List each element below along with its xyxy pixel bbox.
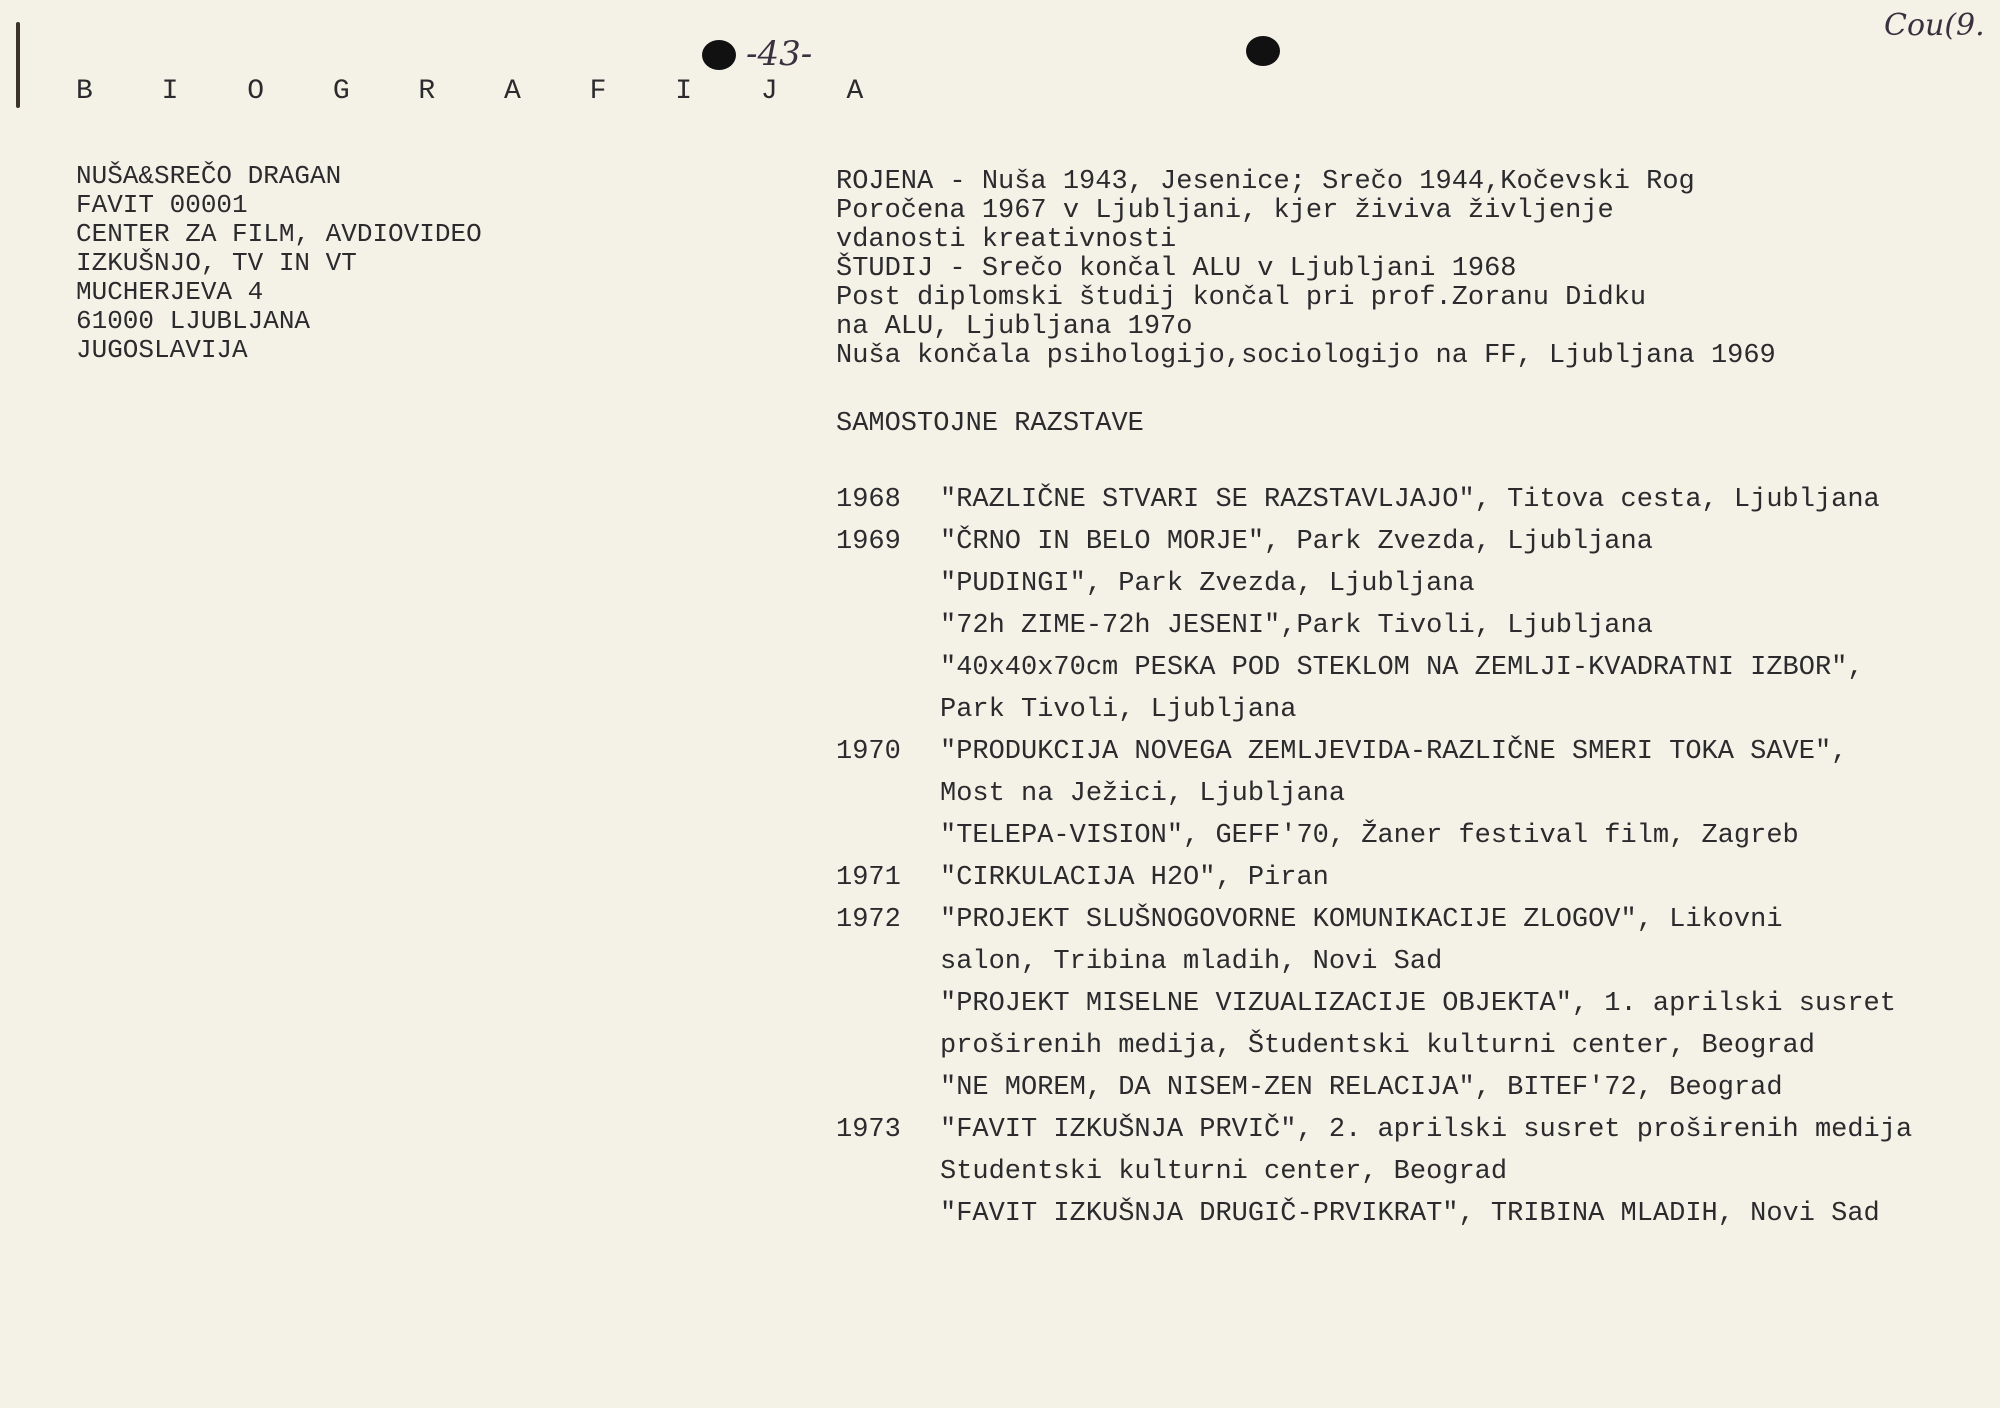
exhibition-entry [836, 479, 1912, 521]
year-spacer [836, 941, 940, 983]
year-spacer [836, 773, 940, 815]
exhibition-text: Most na Ježici, Ljubljana [940, 779, 1346, 809]
bio-line: ŠTUDIJ - Srečo končal ALU v Ljubljani 1968 [836, 254, 1517, 284]
year-spacer [836, 605, 940, 647]
exhibition-entry [836, 1025, 1912, 1067]
year-spacer [836, 1067, 940, 1109]
exhibition-text: salon, Tribina mladih, Novi Sad [940, 947, 1443, 977]
main-column [836, 168, 1912, 1235]
exhibition-text: "FAVIT IZKUŠNJA PRVIČ", 2. aprilski susret proširenih medija [940, 1115, 1913, 1145]
exhibition-entry [836, 815, 1912, 857]
exhibition-text: "FAVIT IZKUŠNJA DRUGIČ-PRVIKRAT", TRIBINA MLADIH, Novi Sad [940, 1199, 1880, 1229]
exhibition-text: "PUDINGI", Park Zvezda, Ljubljana [940, 569, 1475, 599]
year-spacer [836, 1193, 940, 1235]
handwritten-page-number: -43- [746, 34, 813, 74]
exhibition-year: 1973 [836, 1115, 901, 1145]
exhibition-text: "ČRNO IN BELO MORJE", Park Zvezda, Ljubljana [940, 527, 1653, 557]
exhibition-entry [836, 605, 1912, 647]
exhibition-year: 1972 [836, 905, 901, 935]
exhibition-year-group [836, 1109, 1912, 1235]
address-line: JUGOSLAVIJA [76, 335, 248, 365]
exhibition-entry [836, 983, 1912, 1025]
exhibition-year: 1968 [836, 485, 901, 515]
exhibition-year-group [836, 479, 1912, 521]
address-line: CENTER ZA FILM, AVDIOVIDEO [76, 219, 482, 249]
exhibition-entry [836, 1067, 1912, 1109]
address-block [76, 162, 482, 365]
exhibition-year-group [836, 857, 1912, 899]
address-line: MUCHERJEVA 4 [76, 277, 264, 307]
bio-line: vdanosti kreativnosti [836, 225, 1177, 255]
exhibition-text: "PRODUKCIJA NOVEGA ZEMLJEVIDA-RAZLIČNE SMERI TOKA SAVE", [940, 737, 1848, 767]
exhibitions-list [836, 479, 1912, 1235]
section-title: SAMOSTOJNE RAZSTAVE [836, 409, 1144, 439]
punch-hole-left [702, 40, 736, 70]
bio-line: Poročena 1967 v Ljubljani, kjer živiva življenje [836, 196, 1614, 226]
handwritten-corner-note: Cou(9. [1884, 8, 1985, 43]
document-title: B I O G R A F I J A [76, 76, 890, 107]
margin-mark [16, 22, 20, 108]
exhibition-entry [836, 647, 1912, 689]
exhibition-entry [836, 941, 1912, 983]
bio-line: ROJENA - Nuša 1943, Jesenice; Srečo 1944,Kočevski Rog [836, 167, 1695, 197]
exhibition-entry [836, 773, 1912, 815]
exhibition-entry [836, 857, 1912, 899]
exhibition-text: Park Tivoli, Ljubljana [940, 695, 1297, 725]
exhibition-year: 1971 [836, 863, 901, 893]
exhibition-text: "PROJEKT MISELNE VIZUALIZACIJE OBJEKTA", 1. aprilski susret [940, 989, 1896, 1019]
exhibition-entry [836, 1193, 1912, 1235]
exhibition-entry [836, 731, 1912, 773]
exhibition-text: "CIRKULACIJA H2O", Piran [940, 863, 1329, 893]
exhibition-entry [836, 689, 1912, 731]
bio-line: na ALU, Ljubljana 197o [836, 312, 1193, 342]
exhibition-entry [836, 521, 1912, 563]
exhibition-entry [836, 899, 1912, 941]
address-line: IZKUŠNJO, TV IN VT [76, 248, 357, 278]
exhibition-text: Studentski kulturni center, Beograd [940, 1157, 1508, 1187]
bio-line: Post diplomski študij končal pri prof.Zoranu Didku [836, 283, 1647, 313]
exhibition-text: "PROJEKT SLUŠNOGOVORNE KOMUNIKACIJE ZLOGOV", Likovni [940, 905, 1783, 935]
biography-block [836, 168, 1912, 371]
year-spacer [836, 563, 940, 605]
year-spacer [836, 689, 940, 731]
year-spacer [836, 983, 940, 1025]
exhibition-text: "RAZLIČNE STVARI SE RAZSTAVLJAJO", Titova cesta, Ljubljana [940, 485, 1880, 515]
exhibition-text: "72h ZIME-72h JESENI",Park Tivoli, Ljubljana [940, 611, 1653, 641]
exhibition-year-group [836, 521, 1912, 731]
exhibition-year-group [836, 899, 1912, 1109]
address-line: FAVIT 00001 [76, 190, 248, 220]
year-spacer [836, 1151, 940, 1193]
exhibition-entry [836, 1151, 1912, 1193]
punch-hole-right [1246, 36, 1280, 66]
exhibition-entry [836, 563, 1912, 605]
address-line: 61000 LJUBLJANA [76, 306, 311, 336]
exhibition-text: proširenih medija, Študentski kulturni center, Beograd [940, 1031, 1815, 1061]
year-spacer [836, 1025, 940, 1067]
exhibition-entry [836, 1109, 1912, 1151]
exhibition-year: 1969 [836, 527, 901, 557]
exhibition-text: "TELEPA-VISION", GEFF'70, Žaner festival film, Zagreb [940, 821, 1799, 851]
exhibition-text: "NE MOREM, DA NISEM-ZEN RELACIJA", BITEF'72, Beograd [940, 1073, 1783, 1103]
year-spacer [836, 815, 940, 857]
bio-line: Nuša končala psihologijo,sociologijo na FF, Ljubljana 1969 [836, 341, 1776, 371]
exhibition-year: 1970 [836, 737, 901, 767]
exhibition-text: "40x40x70cm PESKA POD STEKLOM NA ZEMLJI-KVADRATNI IZBOR", [940, 653, 1864, 683]
exhibition-year-group [836, 731, 1912, 857]
year-spacer [836, 647, 940, 689]
address-line: NUŠA&SREČO DRAGAN [76, 161, 342, 191]
